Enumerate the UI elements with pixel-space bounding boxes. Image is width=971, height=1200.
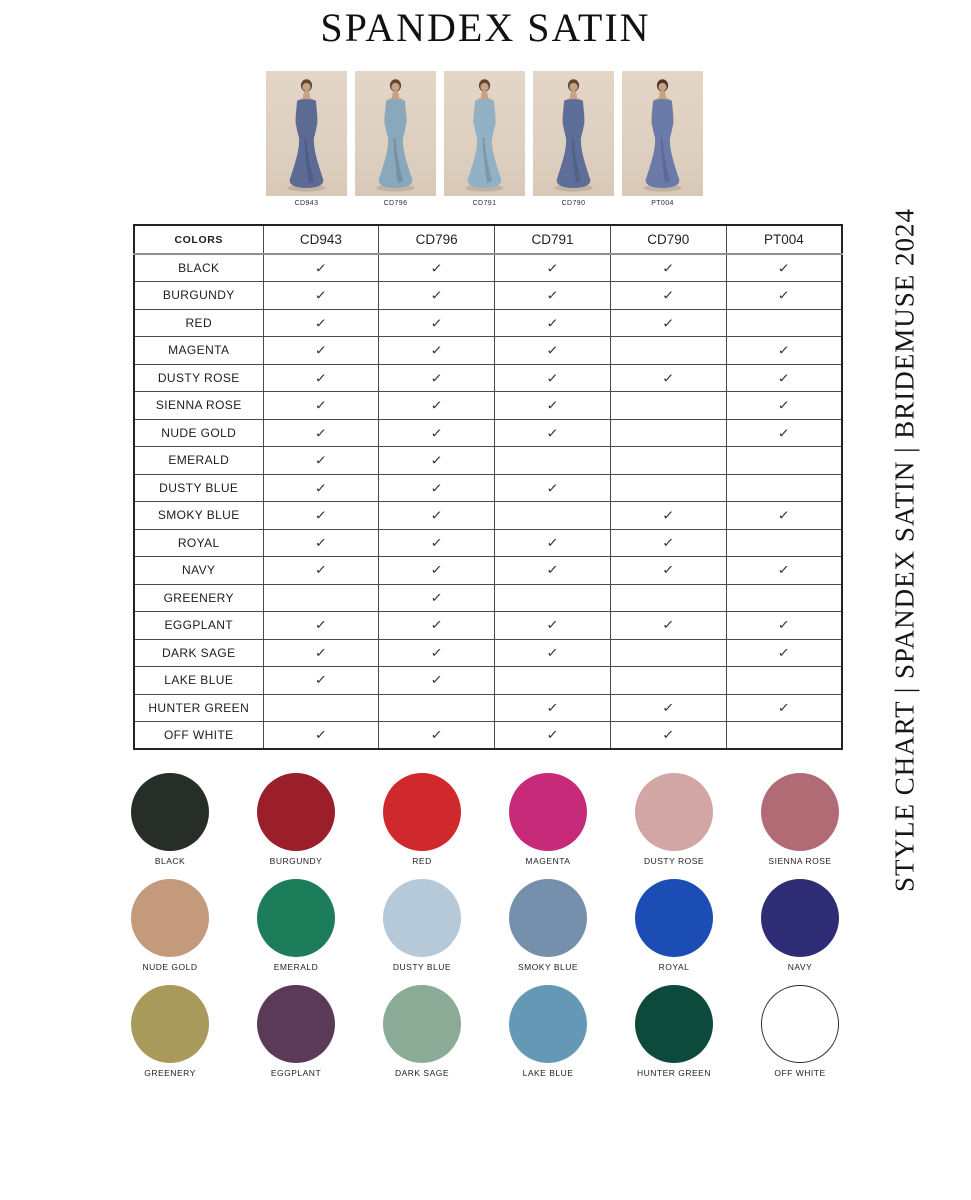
product-photo bbox=[266, 71, 347, 196]
check-icon: ✓ bbox=[430, 507, 443, 523]
check-icon: ✓ bbox=[777, 342, 791, 358]
table-row bbox=[134, 584, 842, 612]
availability-check-cell bbox=[379, 254, 495, 282]
availability-check-cell bbox=[379, 309, 495, 337]
color-swatch bbox=[233, 773, 359, 879]
swatch-circle bbox=[761, 773, 839, 851]
check-icon: ✓ bbox=[777, 700, 791, 716]
availability-table-body bbox=[134, 254, 842, 749]
dress-illustration bbox=[533, 71, 614, 196]
check-icon: ✓ bbox=[777, 287, 791, 303]
check-icon: ✓ bbox=[314, 397, 328, 413]
color-swatch bbox=[107, 985, 233, 1091]
availability-empty-cell bbox=[379, 694, 495, 722]
table-row bbox=[134, 392, 842, 420]
check-icon: ✓ bbox=[430, 727, 443, 743]
availability-check-cell bbox=[379, 557, 495, 585]
swatch-circle bbox=[131, 879, 209, 957]
colors-header-cell: COLORS bbox=[134, 225, 263, 254]
color-name-cell: EGGPLANT bbox=[134, 612, 263, 640]
color-name-cell: LAKE BLUE bbox=[134, 667, 263, 695]
table-row bbox=[134, 529, 842, 557]
swatch-circle bbox=[635, 879, 713, 957]
check-icon: ✓ bbox=[546, 617, 559, 633]
check-icon: ✓ bbox=[314, 287, 328, 303]
product-card bbox=[444, 71, 525, 207]
check-icon: ✓ bbox=[546, 425, 559, 441]
availability-check-cell bbox=[495, 392, 611, 420]
availability-check-cell bbox=[263, 254, 379, 282]
product-code-label: CD796 bbox=[383, 200, 408, 207]
availability-check-cell bbox=[610, 502, 726, 530]
availability-check-cell bbox=[379, 282, 495, 310]
availability-check-cell bbox=[379, 667, 495, 695]
availability-check-cell bbox=[495, 557, 611, 585]
table-row bbox=[134, 722, 842, 750]
check-icon: ✓ bbox=[546, 370, 559, 386]
check-icon: ✓ bbox=[430, 672, 443, 688]
check-icon: ✓ bbox=[430, 370, 443, 386]
product-code-label: CD790 bbox=[561, 200, 586, 207]
availability-empty-cell bbox=[610, 337, 726, 365]
color-name-cell: RED bbox=[134, 309, 263, 337]
availability-check-cell bbox=[263, 282, 379, 310]
check-icon: ✓ bbox=[314, 617, 328, 633]
check-icon: ✓ bbox=[430, 315, 443, 331]
product-code-label: PT004 bbox=[651, 200, 674, 207]
style-code-header-cell: CD790 bbox=[610, 225, 726, 254]
availability-empty-cell bbox=[610, 392, 726, 420]
product-photo bbox=[444, 71, 525, 196]
availability-empty-cell bbox=[610, 447, 726, 475]
check-icon: ✓ bbox=[314, 425, 328, 441]
swatch-circle bbox=[761, 985, 839, 1063]
check-icon: ✓ bbox=[314, 260, 328, 276]
swatch-label: RED bbox=[412, 856, 432, 866]
availability-check-cell bbox=[379, 639, 495, 667]
availability-check-cell bbox=[263, 447, 379, 475]
color-swatch bbox=[737, 773, 863, 879]
availability-check-cell bbox=[610, 309, 726, 337]
check-icon: ✓ bbox=[430, 397, 443, 413]
availability-check-cell bbox=[726, 694, 842, 722]
check-icon: ✓ bbox=[546, 397, 559, 413]
availability-check-cell bbox=[495, 474, 611, 502]
availability-check-cell bbox=[379, 529, 495, 557]
availability-check-cell bbox=[610, 557, 726, 585]
check-icon: ✓ bbox=[777, 260, 791, 276]
check-icon: ✓ bbox=[662, 727, 675, 743]
color-name-cell: EMERALD bbox=[134, 447, 263, 475]
availability-check-cell bbox=[495, 309, 611, 337]
availability-check-cell bbox=[379, 337, 495, 365]
product-card bbox=[533, 71, 614, 207]
check-icon: ✓ bbox=[314, 480, 328, 496]
check-icon: ✓ bbox=[430, 645, 443, 661]
availability-empty-cell bbox=[726, 447, 842, 475]
check-icon: ✓ bbox=[662, 315, 675, 331]
color-swatch bbox=[107, 879, 233, 985]
availability-check-cell bbox=[726, 639, 842, 667]
availability-empty-cell bbox=[610, 639, 726, 667]
table-row bbox=[134, 474, 842, 502]
availability-check-cell bbox=[495, 419, 611, 447]
swatch-circle bbox=[383, 985, 461, 1063]
check-icon: ✓ bbox=[314, 507, 328, 523]
table-header-row bbox=[134, 225, 842, 254]
availability-check-cell bbox=[726, 612, 842, 640]
color-swatch bbox=[485, 985, 611, 1091]
check-icon: ✓ bbox=[546, 315, 559, 331]
availability-check-cell bbox=[495, 612, 611, 640]
swatch-label: DARK SAGE bbox=[394, 1068, 450, 1078]
swatch-label: DUSTY BLUE bbox=[392, 962, 452, 972]
swatch-label: LAKE BLUE bbox=[522, 1068, 574, 1078]
check-icon: ✓ bbox=[314, 645, 328, 661]
check-icon: ✓ bbox=[430, 562, 443, 578]
availability-check-cell bbox=[610, 694, 726, 722]
swatch-circle bbox=[257, 985, 335, 1063]
check-icon: ✓ bbox=[777, 397, 791, 413]
availability-check-cell bbox=[379, 474, 495, 502]
check-icon: ✓ bbox=[314, 315, 328, 331]
availability-empty-cell bbox=[726, 474, 842, 502]
color-swatch bbox=[233, 879, 359, 985]
availability-check-cell bbox=[495, 254, 611, 282]
availability-check-cell bbox=[263, 612, 379, 640]
swatch-label: BURGUNDY bbox=[269, 856, 323, 866]
availability-check-cell bbox=[610, 364, 726, 392]
table-row bbox=[134, 694, 842, 722]
dress-illustration bbox=[266, 71, 347, 196]
availability-empty-cell bbox=[263, 694, 379, 722]
product-photo bbox=[355, 71, 436, 196]
availability-empty-cell bbox=[495, 502, 611, 530]
color-name-cell: SMOKY BLUE bbox=[134, 502, 263, 530]
color-swatch bbox=[107, 773, 233, 879]
color-name-cell: GREENERY bbox=[134, 584, 263, 612]
availability-check-cell bbox=[495, 639, 611, 667]
availability-check-cell bbox=[379, 419, 495, 447]
availability-empty-cell bbox=[495, 667, 611, 695]
check-icon: ✓ bbox=[430, 590, 443, 606]
color-swatch bbox=[233, 985, 359, 1091]
availability-check-cell bbox=[726, 364, 842, 392]
availability-check-cell bbox=[726, 392, 842, 420]
availability-empty-cell bbox=[726, 667, 842, 695]
check-icon: ✓ bbox=[430, 535, 443, 551]
availability-check-cell bbox=[263, 474, 379, 502]
availability-check-cell bbox=[263, 309, 379, 337]
product-photo bbox=[533, 71, 614, 196]
check-icon: ✓ bbox=[777, 645, 791, 661]
swatch-label: SIENNA ROSE bbox=[768, 856, 832, 866]
sidebar-vertical-text: STYLE CHART | SPANDEX SATIN | BRIDEMUSE 2024 bbox=[889, 207, 920, 893]
check-icon: ✓ bbox=[546, 260, 559, 276]
product-card bbox=[355, 71, 436, 207]
table-row bbox=[134, 419, 842, 447]
color-name-cell: DARK SAGE bbox=[134, 639, 263, 667]
availability-empty-cell bbox=[610, 419, 726, 447]
check-icon: ✓ bbox=[777, 370, 791, 386]
color-name-cell: HUNTER GREEN bbox=[134, 694, 263, 722]
swatch-label: MAGENTA bbox=[525, 856, 571, 866]
swatch-label: DUSTY ROSE bbox=[643, 856, 705, 866]
availability-empty-cell bbox=[610, 584, 726, 612]
color-name-cell: NUDE GOLD bbox=[134, 419, 263, 447]
swatch-circle bbox=[383, 773, 461, 851]
table-row bbox=[134, 667, 842, 695]
check-icon: ✓ bbox=[546, 562, 559, 578]
availability-check-cell bbox=[379, 722, 495, 750]
swatch-label: EGGPLANT bbox=[270, 1068, 322, 1078]
availability-empty-cell bbox=[610, 474, 726, 502]
availability-check-cell bbox=[726, 557, 842, 585]
check-icon: ✓ bbox=[662, 370, 675, 386]
swatch-circle bbox=[635, 773, 713, 851]
availability-empty-cell bbox=[495, 447, 611, 475]
color-name-cell: MAGENTA bbox=[134, 337, 263, 365]
check-icon: ✓ bbox=[314, 342, 328, 358]
color-name-cell: DUSTY ROSE bbox=[134, 364, 263, 392]
check-icon: ✓ bbox=[314, 452, 328, 468]
table-row bbox=[134, 447, 842, 475]
availability-check-cell bbox=[379, 364, 495, 392]
style-code-header-cell: CD791 bbox=[495, 225, 611, 254]
swatch-label: HUNTER GREEN bbox=[636, 1068, 711, 1078]
product-code-label: CD943 bbox=[294, 200, 319, 207]
availability-check-cell bbox=[263, 419, 379, 447]
page-title: SPANDEX SATIN bbox=[320, 5, 651, 50]
availability-check-cell bbox=[495, 364, 611, 392]
swatch-label: NAVY bbox=[787, 962, 813, 972]
check-icon: ✓ bbox=[314, 370, 328, 386]
availability-empty-cell bbox=[263, 584, 379, 612]
color-swatch bbox=[359, 879, 485, 985]
product-strip bbox=[266, 71, 703, 207]
check-icon: ✓ bbox=[314, 535, 328, 551]
availability-check-cell bbox=[610, 529, 726, 557]
availability-check-cell bbox=[726, 337, 842, 365]
table-row bbox=[134, 254, 842, 282]
availability-check-cell bbox=[610, 282, 726, 310]
check-icon: ✓ bbox=[546, 727, 559, 743]
color-name-cell: ROYAL bbox=[134, 529, 263, 557]
check-icon: ✓ bbox=[546, 535, 559, 551]
check-icon: ✓ bbox=[662, 700, 675, 716]
table-row bbox=[134, 309, 842, 337]
check-icon: ✓ bbox=[546, 700, 559, 716]
availability-table-wrap bbox=[133, 224, 843, 750]
product-card bbox=[266, 71, 347, 207]
color-name-cell: BURGUNDY bbox=[134, 282, 263, 310]
availability-empty-cell bbox=[610, 667, 726, 695]
check-icon: ✓ bbox=[430, 260, 443, 276]
availability-check-cell bbox=[610, 722, 726, 750]
dress-illustration bbox=[622, 71, 703, 196]
table-row bbox=[134, 282, 842, 310]
color-swatch bbox=[737, 985, 863, 1091]
swatch-circle bbox=[131, 773, 209, 851]
product-code-label: CD791 bbox=[472, 200, 497, 207]
swatch-label: SMOKY BLUE bbox=[517, 962, 579, 972]
swatch-circle bbox=[509, 773, 587, 851]
check-icon: ✓ bbox=[546, 342, 559, 358]
availability-check-cell bbox=[379, 447, 495, 475]
check-icon: ✓ bbox=[662, 562, 675, 578]
swatch-circle bbox=[635, 985, 713, 1063]
availability-check-cell bbox=[610, 254, 726, 282]
color-swatch bbox=[611, 879, 737, 985]
availability-empty-cell bbox=[726, 722, 842, 750]
color-swatch bbox=[485, 879, 611, 985]
availability-check-cell bbox=[610, 612, 726, 640]
check-icon: ✓ bbox=[662, 507, 675, 523]
check-icon: ✓ bbox=[430, 287, 443, 303]
availability-check-cell bbox=[726, 254, 842, 282]
availability-check-cell bbox=[495, 529, 611, 557]
style-code-header-cell: CD796 bbox=[379, 225, 495, 254]
swatch-label: EMERALD bbox=[273, 962, 319, 972]
swatch-circle bbox=[257, 879, 335, 957]
product-card bbox=[622, 71, 703, 207]
swatch-grid bbox=[107, 773, 863, 1091]
check-icon: ✓ bbox=[314, 562, 328, 578]
color-name-cell: SIENNA ROSE bbox=[134, 392, 263, 420]
table-row bbox=[134, 364, 842, 392]
check-icon: ✓ bbox=[430, 342, 443, 358]
dress-illustration bbox=[444, 71, 525, 196]
availability-check-cell bbox=[726, 419, 842, 447]
check-icon: ✓ bbox=[662, 617, 675, 633]
check-icon: ✓ bbox=[662, 260, 675, 276]
availability-check-cell bbox=[263, 502, 379, 530]
swatch-label: OFF WHITE bbox=[774, 1068, 826, 1078]
swatch-circle bbox=[509, 879, 587, 957]
color-name-cell: OFF WHITE bbox=[134, 722, 263, 750]
table-row bbox=[134, 639, 842, 667]
availability-check-cell bbox=[263, 529, 379, 557]
availability-check-cell bbox=[726, 282, 842, 310]
availability-check-cell bbox=[495, 282, 611, 310]
dress-illustration bbox=[355, 71, 436, 196]
check-icon: ✓ bbox=[777, 562, 791, 578]
check-icon: ✓ bbox=[314, 672, 328, 688]
check-icon: ✓ bbox=[777, 507, 791, 523]
table-row bbox=[134, 337, 842, 365]
color-swatch bbox=[359, 985, 485, 1091]
check-icon: ✓ bbox=[777, 425, 791, 441]
check-icon: ✓ bbox=[546, 480, 559, 496]
color-name-cell: NAVY bbox=[134, 557, 263, 585]
swatch-circle bbox=[257, 773, 335, 851]
availability-empty-cell bbox=[495, 584, 611, 612]
table-row bbox=[134, 557, 842, 585]
color-name-cell: BLACK bbox=[134, 254, 263, 282]
color-swatch bbox=[737, 879, 863, 985]
color-swatch bbox=[611, 985, 737, 1091]
color-name-cell: DUSTY BLUE bbox=[134, 474, 263, 502]
check-icon: ✓ bbox=[777, 617, 791, 633]
check-icon: ✓ bbox=[430, 452, 443, 468]
check-icon: ✓ bbox=[546, 645, 559, 661]
color-swatch bbox=[359, 773, 485, 879]
availability-empty-cell bbox=[726, 529, 842, 557]
availability-check-cell bbox=[263, 364, 379, 392]
check-icon: ✓ bbox=[314, 727, 328, 743]
availability-check-cell bbox=[263, 639, 379, 667]
check-icon: ✓ bbox=[662, 287, 675, 303]
style-code-header-cell: PT004 bbox=[726, 225, 842, 254]
table-row bbox=[134, 612, 842, 640]
availability-table bbox=[133, 224, 843, 750]
availability-empty-cell bbox=[726, 584, 842, 612]
swatch-circle bbox=[131, 985, 209, 1063]
availability-empty-cell bbox=[726, 309, 842, 337]
product-photo bbox=[622, 71, 703, 196]
availability-check-cell bbox=[379, 502, 495, 530]
check-icon: ✓ bbox=[430, 425, 443, 441]
availability-check-cell bbox=[379, 612, 495, 640]
color-swatch bbox=[485, 773, 611, 879]
check-icon: ✓ bbox=[430, 617, 443, 633]
availability-check-cell bbox=[495, 722, 611, 750]
check-icon: ✓ bbox=[546, 287, 559, 303]
availability-check-cell bbox=[726, 502, 842, 530]
color-swatch bbox=[611, 773, 737, 879]
swatch-label: BLACK bbox=[154, 856, 186, 866]
swatch-label: ROYAL bbox=[658, 962, 690, 972]
swatch-label: GREENERY bbox=[144, 1068, 196, 1078]
style-code-header-cell: CD943 bbox=[263, 225, 379, 254]
check-icon: ✓ bbox=[430, 480, 443, 496]
availability-check-cell bbox=[263, 722, 379, 750]
availability-check-cell bbox=[379, 584, 495, 612]
availability-check-cell bbox=[495, 337, 611, 365]
availability-check-cell bbox=[379, 392, 495, 420]
swatch-circle bbox=[761, 879, 839, 957]
swatch-circle bbox=[509, 985, 587, 1063]
swatch-circle bbox=[383, 879, 461, 957]
swatch-label: NUDE GOLD bbox=[142, 962, 198, 972]
availability-check-cell bbox=[263, 667, 379, 695]
availability-check-cell bbox=[263, 557, 379, 585]
availability-check-cell bbox=[263, 392, 379, 420]
availability-check-cell bbox=[263, 337, 379, 365]
check-icon: ✓ bbox=[662, 535, 675, 551]
table-row bbox=[134, 502, 842, 530]
availability-check-cell bbox=[495, 694, 611, 722]
